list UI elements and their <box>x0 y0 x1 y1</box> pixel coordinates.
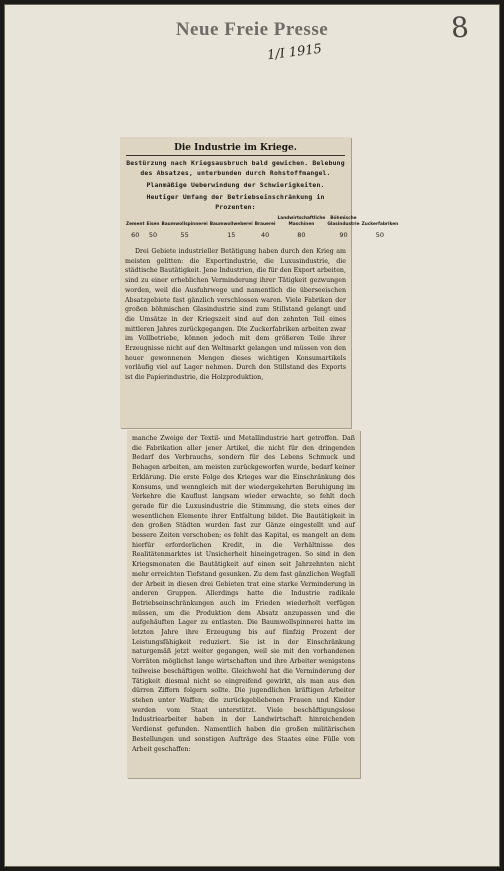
table-value-cell: 60 <box>131 231 140 239</box>
table-value-cell: 90 <box>339 231 348 239</box>
table-value-cell: 15 <box>227 231 236 239</box>
table-header-cell: Zuckerfabriken <box>361 221 399 227</box>
newspaper-clipping-part-2 <box>127 430 360 778</box>
article-subhead-2: Planmäßige Ueberwindung der Schwierigkeiten. <box>146 181 325 189</box>
restriction-table <box>125 216 399 239</box>
article-body-part-2: manche Zweige der Textil- und Metallindustrie hart getroffen. Daß die Fabrikation aller jener Artikel, die nicht für den dringenden Bedarf des Verbrauchs, sondern für des Lebens Schmuck und Behagen arbeiten, am meisten zurückgeworfen wurde, bedarf keiner Erklärung. Die erste Folge des Krieges war die Einschränkung des Konsums, und wenngleich mit der wiedergekehrten Beruhigung im Verkehre die Kauflust langsam wieder erwachte, so fehlt doch gerade für die Luxusindustrie die Stimmung, die stets eines der wesentlichen Elemente ihrer Entfaltung bildet. Die Bautätigkeit in den großen Städten wurden fast zur Gänze eingestellt und auf bessere Zeiten verschoben; es fehlt das Kapital, es mangelt an dem hierfür erforderlichen Kredit, in die Verhältnisse des Realitätenmarktes ist Unsicherheit hineingetragen. So sind in den Kriegsmonaten die Bautätigkeit auf einen seit Jahrzehnten nicht mehr erreichten Tiefstand gesunken. Zu dem fast gänzlichen Wegfall der Arbeit in diesen drei Gebieten trat eine starke Verminderung in anderen Gruppen. Allerdings hatte die Industrie radikale Betriebseinschränkungen auch im Frieden wiederholt verfügen müssen, um die Produktion dem Absatz anzupassen und die aufgehäuften Lager zu entlasten. Die Baumwollspinnerei hatte im letzten Jahre ihre Erzeugung bis auf fünfzig Prozent der Leistungsfähigkeit reduziert. Sie ist in der Einschränkung naturgemäß jetzt weiter gegangen, weil sie mit den vorhandenen Vorräten möglichst lange wirtschaften und ihre Arbeiter wenigstens teilweise beschäftigen wollte. Gleichwohl hat die Verminderung der Tätigkeit diesmal nicht so eingreifend gewirkt, als man aus den dürren Ziffern folgern sollte. Die jugendlichen kräftigen Arbeiter stehen unter Waffen; die zurückgebliebenen Frauen und Kinder werden vom Staat unterstützt. Viele beschäftigungslose Industriearbeiter haben in der Landwirtschaft hinreichenden Verdienst gefunden. Namentlich haben die großen militärischen Bestellungen und sonstigen Aufträge des Staates eine Fülle von Arbeit geschaffen: <box>132 435 355 753</box>
table-value-cell: 50 <box>375 231 385 239</box>
handwritten-sheet-number: 8 <box>450 10 471 45</box>
table-header-cell: Zement <box>126 221 145 227</box>
table-value-row <box>125 227 399 239</box>
table-header-cell: Landwirtschaftliche Maschinen <box>277 216 326 227</box>
table-header-cell: Baumwollweberei <box>209 221 253 227</box>
table-value-cell: 40 <box>260 231 270 239</box>
table-header-cell: Böhmische Glasindustrie <box>327 216 360 227</box>
article-title: Die Industrie im Kriege. <box>174 143 297 153</box>
table-header-row <box>125 216 399 227</box>
table-header-cell: Brauerei <box>254 221 276 227</box>
table-value-cell: 80 <box>297 231 306 239</box>
handwritten-date: 1/I 1915 <box>266 41 323 64</box>
article-subhead-3: Heutiger Umfang der Betriebseinschränkung in Prozenten: <box>146 193 325 211</box>
table-value-cell: 55 <box>180 231 189 239</box>
title-rule <box>126 155 345 156</box>
article-subhead-1: Bestürzung nach Kriegsausbruch bald gewichen. Belebung des Absatzes, unterbunden durch Rohstoffmangel. <box>126 159 345 177</box>
table-value-cell: 50 <box>148 231 158 239</box>
table-header-cell: Baumwollspinnerei <box>161 221 208 227</box>
table-header-cell: Eisen <box>146 221 160 227</box>
article-body-part-1: Drei Gebiete industrieller Betätigung haben durch den Krieg am meisten gelitten: die Exportindustrie, die Luxusindustrie, die städtische Bautätigkeit. Jene Industrien, die für den Export arbeiten, sind zu einer erheblichen Verminderung ihrer Tätigkeit gezwungen worden, weil die Ausfuhrwege und namentlich die überseeischen Absatzgebiete fast gänzlich verschlossen waren. Viele Fabriken der großen böhmischen Glasindustrie sind zum Stillstand gelangt und die Umsätze in der Kriegszeit sind auf den zehnten Teil eines mittleren Jahres zurückgegangen. Die Zuckerfabriken arbeiten zwar im Vollbetriebe, können jedoch mit dem größeren Teile ihrer Erzeugnisse nicht auf den Weltmarkt gelangen und müssen von den heuer gewonnenen Mengen dieses wichtigen Konsumartikels vorläufig viel auf Lager nehmen. Durch den Stillstand des Exports ist die Papierindustrie, die Holzproduktion, <box>125 248 346 382</box>
newspaper-clipping-part-1 <box>120 137 399 428</box>
newspaper-name-stamp: Neue Freie Presse <box>175 19 329 40</box>
